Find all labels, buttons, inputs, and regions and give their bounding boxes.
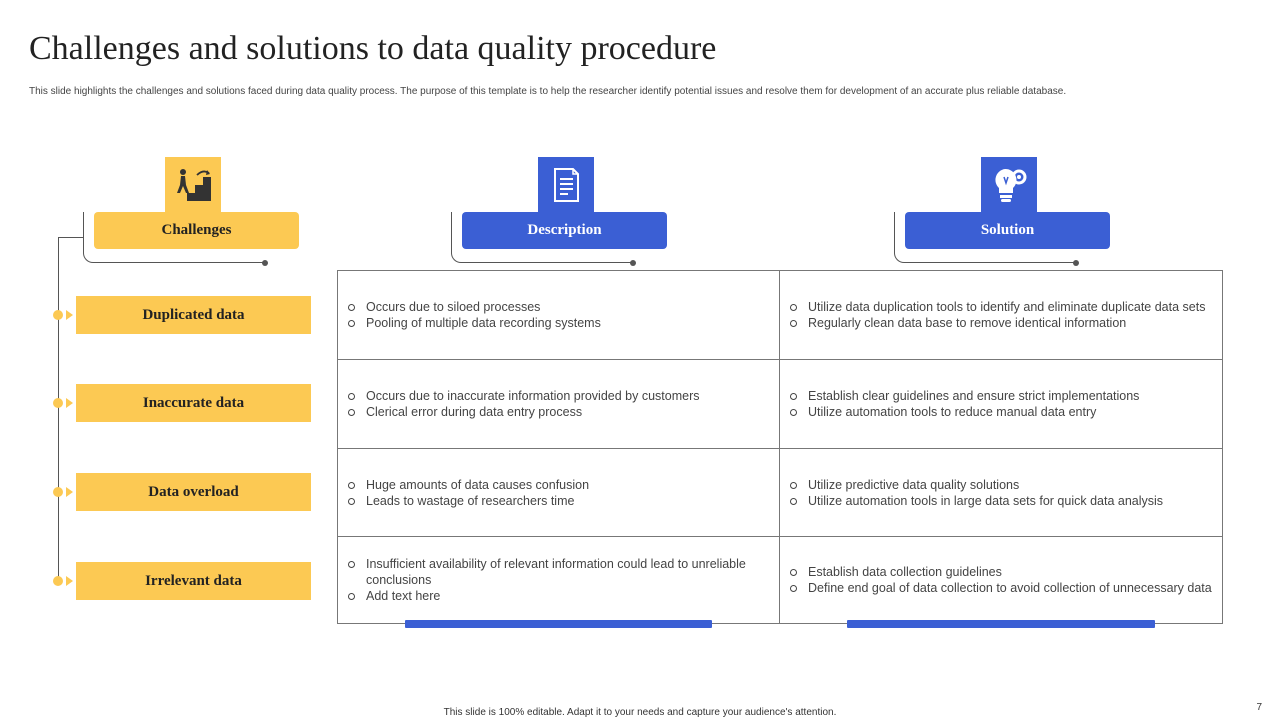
list-item: Pooling of multiple data recording systems bbox=[348, 315, 768, 331]
footer-note: This slide is 100% editable. Adapt it to your needs and capture your audience's attention. bbox=[443, 707, 837, 718]
challenges-table bbox=[337, 270, 1223, 624]
timeline-arrow bbox=[66, 398, 73, 408]
challenge-duplicated: Duplicated data bbox=[76, 296, 311, 334]
description-cell bbox=[348, 537, 768, 623]
list-item: Establish clear guidelines and ensure strict implementations bbox=[790, 388, 1215, 404]
page-number: 7 bbox=[1256, 702, 1262, 713]
description-cell bbox=[348, 449, 768, 536]
header-challenges: Challenges bbox=[94, 212, 299, 249]
timeline-arrow bbox=[66, 487, 73, 497]
list-item: Leads to wastage of researchers time bbox=[348, 493, 768, 509]
solution-cell bbox=[790, 271, 1215, 359]
timeline-arrow bbox=[66, 576, 73, 586]
solution-cell bbox=[790, 360, 1215, 448]
list-item: Utilize data duplication tools to identify and eliminate duplicate data sets bbox=[790, 299, 1215, 315]
list-item: Utilize predictive data quality solutions bbox=[790, 477, 1215, 493]
solution-cell bbox=[790, 537, 1215, 623]
connector-line bbox=[58, 237, 84, 238]
list-item: Add text here bbox=[348, 588, 768, 604]
list-item: Utilize automation tools in large data sets for quick data analysis bbox=[790, 493, 1215, 509]
page-subtitle: This slide highlights the challenges and solutions faced during data quality process. The purpose of this template is to help the researcher identify potential issues and resolve them for development of an accurate plus reliable database. bbox=[29, 86, 1067, 97]
timeline-dot bbox=[53, 310, 63, 320]
list-item: Establish data collection guidelines bbox=[790, 564, 1215, 580]
page-title: Challenges and solutions to data quality procedure bbox=[29, 30, 717, 67]
challenge-overload: Data overload bbox=[76, 473, 311, 511]
timeline-dot bbox=[53, 487, 63, 497]
list-item: Utilize automation tools to reduce manual data entry bbox=[790, 404, 1215, 420]
list-item: Insufficient availability of relevant information could lead to unreliable conclusions bbox=[348, 556, 768, 588]
list-item: Occurs due to inaccurate information provided by customers bbox=[348, 388, 768, 404]
header-description: Description bbox=[462, 212, 667, 249]
list-item: Define end goal of data collection to avoid collection of unnecessary data bbox=[790, 580, 1215, 596]
description-cell bbox=[348, 360, 768, 448]
header-solution: Solution bbox=[905, 212, 1110, 249]
list-item: Regularly clean data base to remove identical information bbox=[790, 315, 1215, 331]
description-accent-bar bbox=[405, 620, 712, 628]
lightbulb-gear-icon bbox=[981, 157, 1037, 213]
stairs-climb-icon bbox=[165, 157, 221, 213]
timeline-line bbox=[58, 237, 59, 581]
solution-accent-bar bbox=[847, 620, 1155, 628]
list-item: Occurs due to siloed processes bbox=[348, 299, 768, 315]
list-item: Clerical error during data entry process bbox=[348, 404, 768, 420]
challenge-inaccurate: Inaccurate data bbox=[76, 384, 311, 422]
timeline-dot bbox=[53, 576, 63, 586]
description-cell bbox=[348, 271, 768, 359]
list-item: Huge amounts of data causes confusion bbox=[348, 477, 768, 493]
column-divider bbox=[779, 271, 780, 623]
timeline-dot bbox=[53, 398, 63, 408]
timeline-arrow bbox=[66, 310, 73, 320]
solution-cell bbox=[790, 449, 1215, 536]
challenge-irrelevant: Irrelevant data bbox=[76, 562, 311, 600]
document-icon bbox=[538, 157, 594, 213]
